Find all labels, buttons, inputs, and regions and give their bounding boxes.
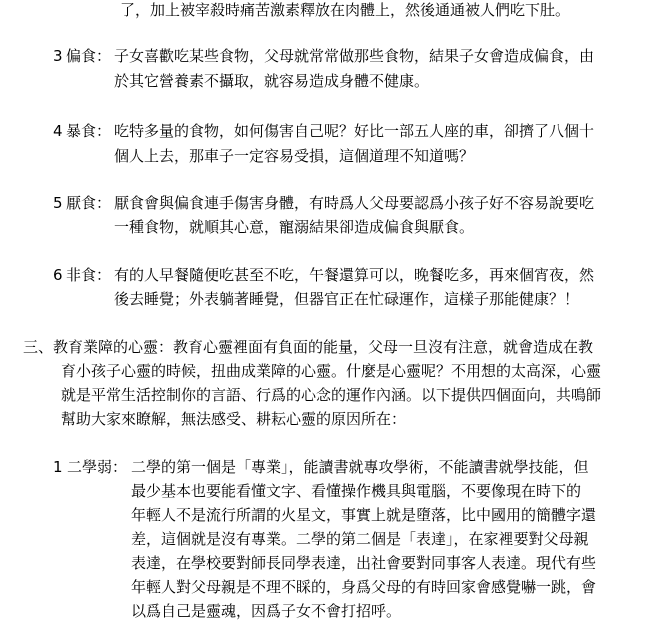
subitem-1-line-6: 年輕人對父母親是不理不睬的，身爲父母的有時回家會感覺嚇一跳，會 <box>131 578 597 596</box>
item-5-line-2: 一種食物，就順其心意，寵溺結果卻造成偏食與厭食。 <box>114 218 475 236</box>
subitem-1-line-7: 以爲自己是靈魂，因爲子女不會打招呼。 <box>131 602 402 620</box>
item-5-label: 厭食： <box>66 194 112 212</box>
item-4-label: 暴食： <box>66 122 112 140</box>
item-6-line-2: 後去睡覺；外表躺著睡覺，但器官正在忙碌運作，這樣子那能健康？！ <box>114 290 580 308</box>
item-4-number: 4 <box>53 122 63 140</box>
subitem-1-line-3: 年輕人不是流行所謂的火星文，事實上就是墮落，比中國用的簡體字還 <box>131 506 597 524</box>
section-3-line-4: 幫助大家來瞭解，無法感受、耕耘心靈的原因所在： <box>61 410 407 428</box>
subitem-1-number: 1 <box>53 458 63 476</box>
item-3-line-2: 於其它營養素不攝取，就容易造成身體不健康。 <box>114 72 430 90</box>
item-6-number: 6 <box>53 266 63 284</box>
section-3-line-2: 育小孩子心靈的時候，扭曲成業障的心靈。什麼是心靈呢？不用想的太高深，心靈 <box>61 362 602 380</box>
subitem-1-line-1: 二學的第一個是「專業」，能讀書就專攻學術，不能讀書就學技能，但 <box>131 458 589 476</box>
item-3-line-1: 子女喜歡吃某些食物，父母就常常做那些食物，結果子女會造成偏食，由 <box>114 47 595 65</box>
continuation-line: 了，加上被宰殺時痛苦激素釋放在肉體上，然後通通被人們吃下肚。 <box>120 1 571 19</box>
section-3-line-3: 就是平常生活控制你的言語、行爲的心念的運作內涵。以下提供四個面向，共鳴師 <box>61 386 602 404</box>
subitem-1-line-2: 最少基本也要能看懂文字、看懂操作機具與電腦，不要像現在時下的 <box>131 482 582 500</box>
subitem-1-line-4: 差，這個就是沒有專業。二學的第二個是「表達」，在家裡要對父母親 <box>131 530 589 548</box>
subitem-1-label: 二學弱： <box>67 458 128 476</box>
item-6-label: 非食： <box>66 266 112 284</box>
section-3-line-1: 三、教育業障的心靈：教育心靈裡面有負面的能量，父母一旦沒有注意，就會造成在教 <box>23 338 594 356</box>
item-5-number: 5 <box>53 194 63 212</box>
subitem-1-line-5: 表達，在學校要對師長同學表達，出社會要對同事客人表達。現代有些 <box>131 554 597 572</box>
item-5-line-1: 厭食會與偏食連手傷害身體，有時爲人父母要認爲小孩子好不容易說要吃 <box>114 194 595 212</box>
item-4-line-1: 吃特多量的食物，如何傷害自己呢？好比一部五人座的車，卻擠了八個十 <box>114 122 595 140</box>
item-3-label: 偏食： <box>66 47 112 65</box>
item-6-line-1: 有的人早餐隨便吃甚至不吃，午餐還算可以，晚餐吃多，再來個宵夜，然 <box>114 266 595 284</box>
item-3-number: 3 <box>53 47 63 65</box>
item-4-line-2: 個人上去，那車子一定容易受損，這個道理不知道嗎？ <box>114 147 475 165</box>
